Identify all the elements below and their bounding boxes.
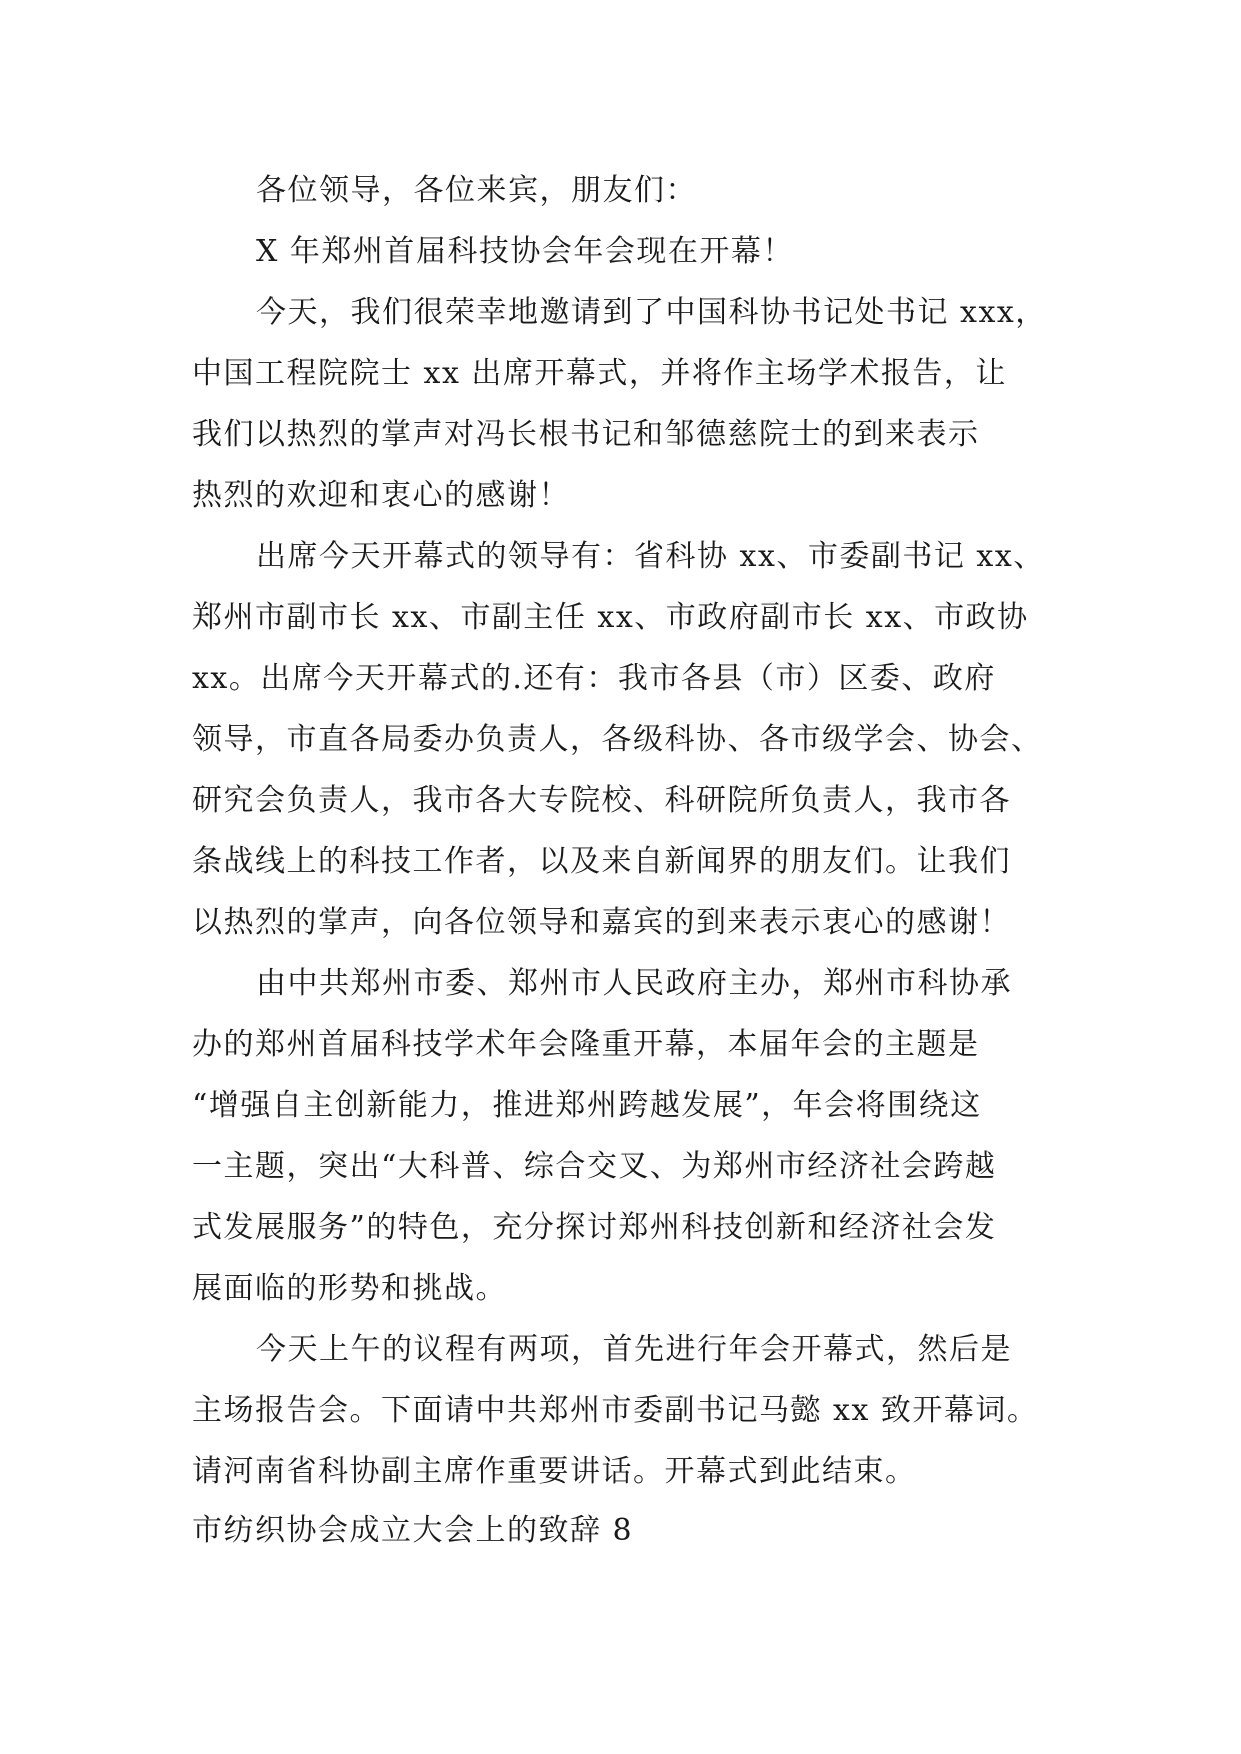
text-line: 出席今天开幕式的领导有：省科协 xx、市委副书记 xx、	[256, 539, 1045, 574]
paragraph-opening	[192, 221, 1062, 282]
text-line: 郑州市副市长 xx、市副主任 xx、市政府副市长 xx、市政协	[192, 600, 1029, 635]
speech-body	[192, 160, 1062, 1502]
text-line: 热烈的欢迎和衷心的感谢！	[192, 478, 570, 513]
text-line: 展面临的形势和挑战。	[192, 1271, 507, 1306]
paragraph-greeting	[192, 160, 1062, 221]
text-line: 办的郑州首届科技学术年会隆重开幕，本届年会的主题是	[192, 1027, 980, 1062]
text-line: X 年郑州首届科技协会年会现在开幕！	[256, 234, 794, 269]
text-line: 各位领导，各位来宾，朋友们：	[256, 173, 697, 208]
paragraph-agenda	[192, 1319, 1062, 1502]
text-line: 领导，市直各局委办负责人，各级科协、各市级学会、协会、	[192, 722, 1043, 757]
next-section-title: 市纺织协会成立大会上的致辞 8	[192, 1513, 634, 1548]
text-line: 我们以热烈的掌声对冯长根书记和邹德慈院士的到来表示	[192, 417, 980, 452]
paragraph-attending-leaders	[192, 526, 1062, 953]
text-line: 今天上午的议程有两项，首先进行年会开幕式，然后是	[256, 1332, 1012, 1367]
text-line: 以热烈的掌声，向各位领导和嘉宾的到来表示衷心的感谢！	[192, 905, 1011, 940]
paragraph-theme	[192, 953, 1062, 1319]
text-line: 主场报告会。下面请中共郑州市委副书记马懿 xx 致开幕词。	[192, 1393, 1039, 1428]
text-line: “增强自主创新能力，推进郑州跨越发展”，年会将围绕这	[192, 1088, 982, 1123]
paragraph-guests-invited	[192, 282, 1062, 526]
text-line: xx。出席今天开幕式的.还有：我市各县（市）区委、政府	[192, 661, 996, 696]
text-line: 由中共郑州市委、郑州市人民政府主办，郑州市科协承	[256, 966, 1012, 1001]
text-line: 今天，我们很荣幸地邀请到了中国科协书记处书记 xxx，	[256, 295, 1047, 330]
text-line: 条战线上的科技工作者，以及来自新闻界的朋友们。让我们	[192, 844, 1011, 879]
text-line: 研究会负责人，我市各大专院校、科研院所负责人，我市各	[192, 783, 1011, 818]
text-line: 式发展服务”的特色，充分探讨郑州科技创新和经济社会发	[192, 1210, 997, 1245]
text-line: 请河南省科协副主席作重要讲话。开幕式到此结束。	[192, 1454, 917, 1489]
text-line: 中国工程院院士 xx 出席开幕式，并将作主场学术报告，让	[192, 356, 1007, 391]
text-line: 一主题，突出“大科普、综合交叉、为郑州市经济社会跨越	[192, 1149, 997, 1184]
